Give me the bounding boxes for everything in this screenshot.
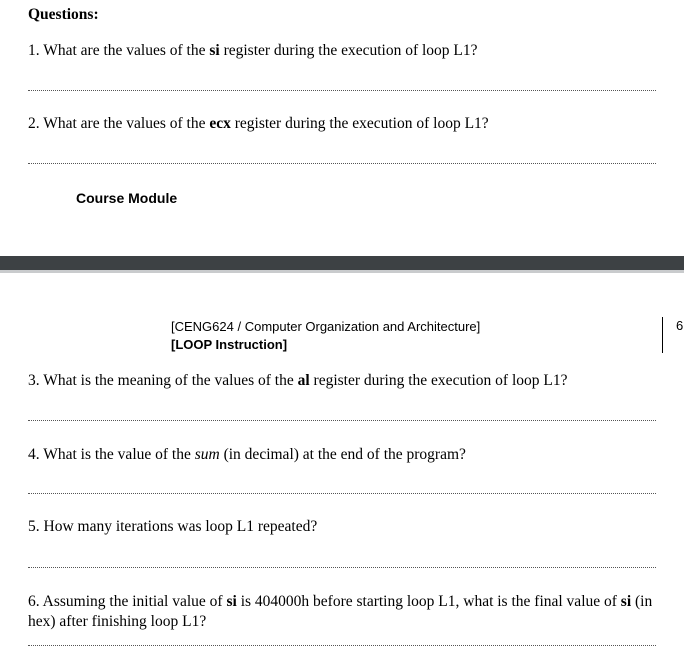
topic-header: [LOOP Instruction] [171, 337, 288, 352]
answer-line-4 [28, 493, 656, 494]
page-separator [0, 256, 684, 270]
question-1: 1. What are the values of the si register during the execution of loop L1? [28, 42, 478, 59]
header-divider [662, 317, 663, 353]
question-5: 5. How many iterations was loop L1 repeated? [28, 518, 318, 535]
answer-line-3 [28, 420, 656, 421]
questions-heading: Questions: [28, 6, 99, 23]
answer-line-2 [28, 163, 656, 164]
question-2: 2. What are the values of the ecx register during the execution of loop L1? [28, 115, 489, 132]
answer-line-6 [28, 645, 656, 646]
question-4: 4. What is the value of the sum (in decimal) at the end of the program? [28, 446, 466, 463]
course-title-header: [CENG624 / Computer Organization and Architecture] [171, 319, 481, 334]
page-separator-shadow [0, 270, 684, 273]
question-3: 3. What is the meaning of the values of the al register during the execution of loop L1? [28, 372, 568, 389]
page-number-cut: 6 [676, 318, 684, 333]
answer-line-1 [28, 90, 656, 91]
question-6-line-2: hex) after finishing loop L1? [28, 613, 207, 630]
course-module-footer: Course Module [76, 190, 178, 206]
answer-line-5 [28, 567, 656, 568]
question-6-line-1: 6. Assuming the initial value of si is 404000h before starting loop L1, what is the final value of si (in [28, 593, 653, 610]
